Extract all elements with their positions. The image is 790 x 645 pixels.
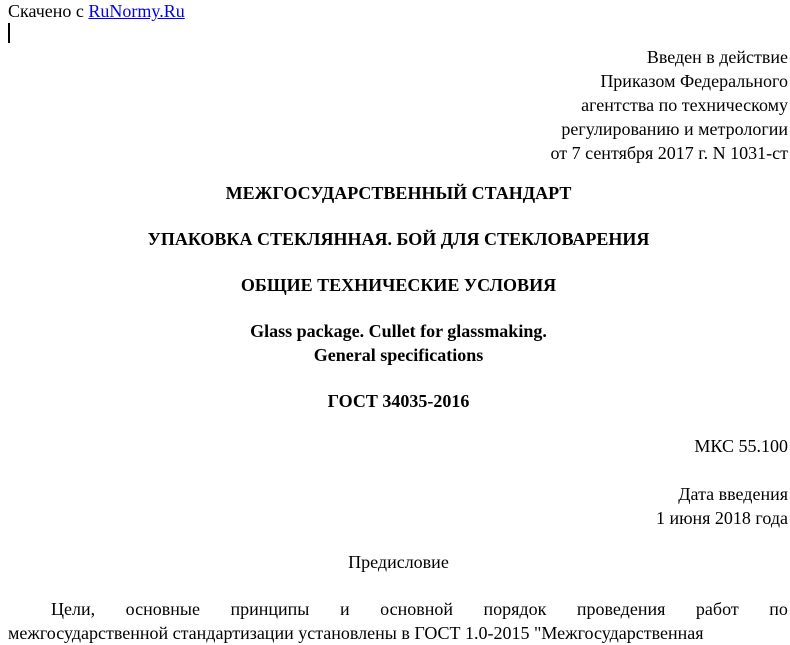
paragraph-word: и — [339, 599, 350, 619]
introduction-date-label: Дата введения — [678, 484, 788, 504]
paragraph-word: по — [769, 599, 788, 619]
document-subtitle: ОБЩИЕ ТЕХНИЧЕСКИЕ УСЛОВИЯ — [240, 275, 557, 295]
source-line — [8, 0, 185, 22]
paragraph-word: Цели, — [51, 599, 96, 619]
paragraph-word: проведения — [576, 599, 666, 619]
paragraph-word: работ — [695, 599, 739, 619]
preface-paragraph — [8, 597, 788, 645]
gost-number: ГОСТ 34035-2016 — [327, 391, 470, 411]
enactment-line: агентства по техническому — [581, 95, 788, 115]
paragraph-word: порядок — [483, 599, 547, 619]
english-title-line2: General specifications — [313, 345, 484, 365]
enactment-line: регулированию и метрологии — [561, 119, 788, 139]
paragraph-word: принципы — [230, 599, 310, 619]
paragraph-line-2: межгосударственной стандартизации установлены в ГОСТ 1.0-2015 "Межгосударственная — [8, 623, 704, 643]
introduction-date-value: 1 июня 2018 года — [655, 508, 788, 528]
enactment-block — [550, 45, 788, 165]
standard-type-heading: МЕЖГОСУДАРСТВЕННЫЙ СТАНДАРТ — [225, 183, 572, 203]
enactment-line: Введен в действие — [646, 47, 788, 67]
source-prefix: Скачено с — [8, 1, 84, 21]
text-cursor — [8, 23, 10, 43]
source-link[interactable]: RuNormy.Ru — [88, 1, 185, 21]
enactment-line: Приказом Федерального — [600, 71, 788, 91]
introduction-date-block — [656, 482, 788, 530]
paragraph-word: основные — [125, 599, 200, 619]
paragraph-line-1 — [8, 597, 788, 621]
enactment-line: от 7 сентября 2017 г. N 1031-ст — [550, 143, 788, 163]
preface-heading: Предисловие — [348, 552, 449, 572]
mks-code: МКС 55.100 — [694, 436, 788, 456]
english-title-line1: Glass package. Cullet for glassmaking. — [250, 321, 547, 341]
document-title: УПАКОВКА СТЕКЛЯННАЯ. БОЙ ДЛЯ СТЕКЛОВАРЕНИЯ — [147, 229, 650, 249]
paragraph-word: основной — [380, 599, 453, 619]
